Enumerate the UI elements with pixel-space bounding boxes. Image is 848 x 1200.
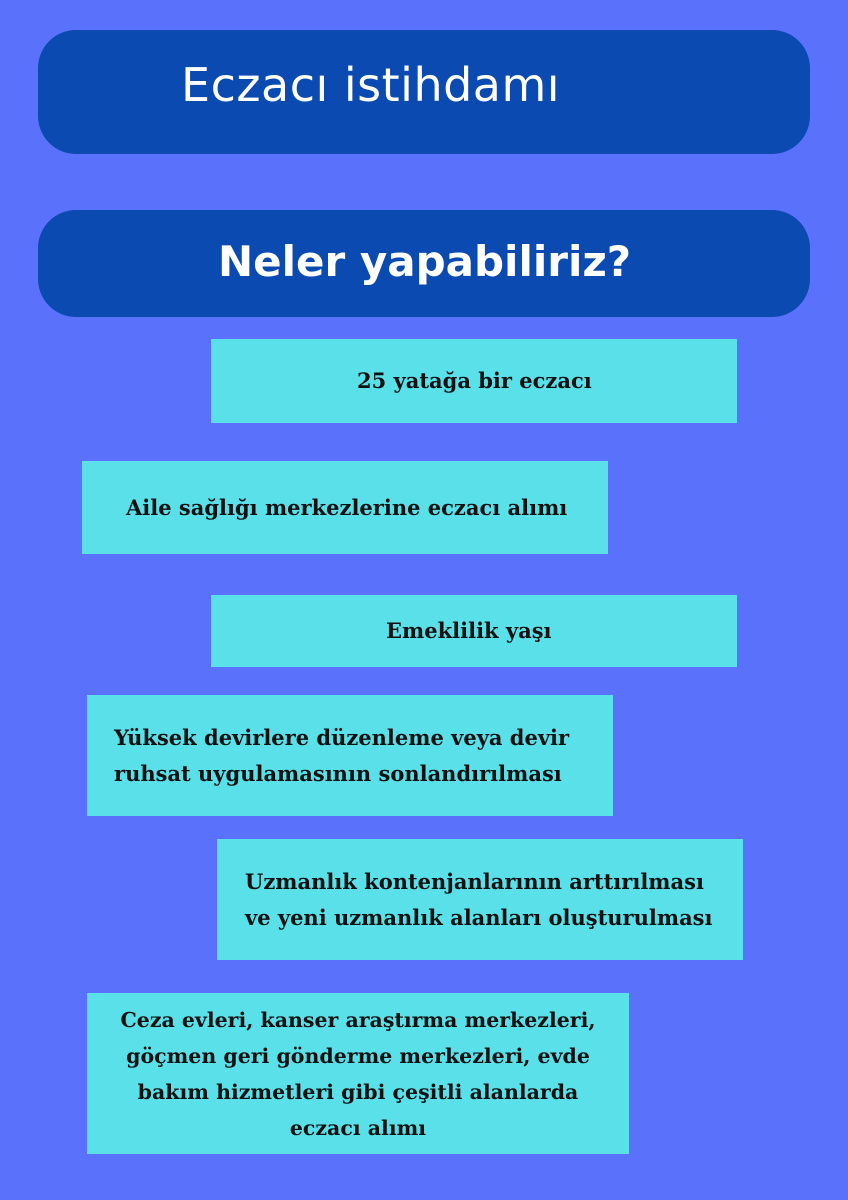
item-text: Uzmanlık kontenjanlarının arttırılması ve yeni uzmanlık alanları oluşturulması [245,868,713,930]
item-text: Aile sağlığı merkezlerine eczacı alımı [126,494,568,520]
item-text: Ceza evleri, kanser araştırma merkezleri, göçmen geri gönderme merkezleri, evde bakım hizmetleri gibi çeşitli alanlarda eczacı alımı [120,1007,596,1140]
item-box-various-areas [87,993,629,1154]
item-box-family-health [82,461,608,554]
page-title: Eczacı istihdamı [181,58,561,112]
subtitle-banner [38,210,810,317]
item-text: Emeklilik yaşı [386,618,552,643]
title-banner [38,30,810,154]
item-box-bed-ratio [211,339,737,423]
item-box-retirement-age [211,595,737,667]
item-box-transfer-license [87,695,613,816]
item-box-specialization [217,839,743,960]
item-text: 25 yatağa bir eczacı [357,368,592,393]
item-text: Yüksek devirlere düzenleme veya devir ruhsat uygulamasının sonlandırılması [114,724,570,786]
page-subtitle: Neler yapabiliriz? [218,237,632,286]
